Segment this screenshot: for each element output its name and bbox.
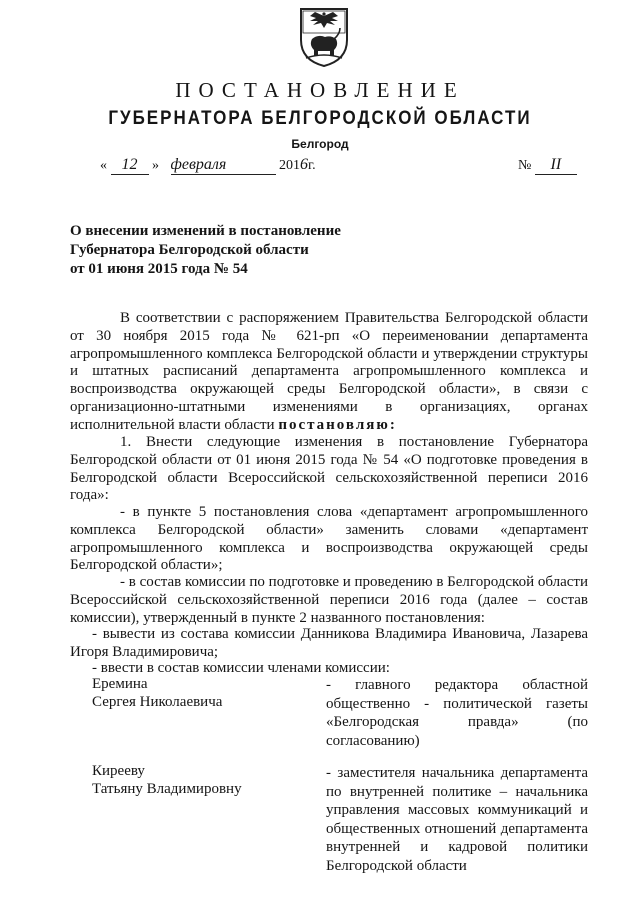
coat-of-arms-icon [298, 6, 350, 68]
item-1a-paragraph: - в пункте 5 постановления слова «департамент агропромышленного комплекса Белгородской области» заменить словами «департамент агропромышленного комплекса и воспроизводства окружающей среды Белгородской области»; [70, 504, 588, 574]
date-year-suffix: 6 [300, 156, 308, 173]
issuer-heading: ГУБЕРНАТОРА БЕЛГОРОДСКОЙ ОБЛАСТИ [108, 106, 532, 129]
document-type-heading: ПОСТАНОВЛЕНИЕ [175, 78, 465, 102]
member-role: - заместителя начальника департамента по внутренней политике – начальника управления массовых коммуникаций и общественных отношений департамента внутренней и кадровой политики Белгородской области [326, 765, 588, 874]
member-surname: Кирееву [92, 763, 145, 779]
preamble-paragraph [70, 310, 588, 435]
member-name [92, 762, 242, 798]
number-label: № [518, 158, 532, 173]
document-number: II [535, 156, 577, 175]
date-close-quote: » [152, 158, 159, 173]
add-members-paragraph: - ввести в состав комиссии членами комиссии: [92, 660, 390, 676]
member-name [92, 675, 222, 711]
date-day: 12 [111, 156, 149, 175]
date-year-unit: г. [308, 158, 316, 173]
member-role: - главного редактора областной общественно - политической газеты «Белгородская правда» (по согласованию) [326, 677, 588, 749]
date-month: февраля [171, 156, 276, 175]
date-line [100, 156, 316, 175]
remove-members-paragraph: - вывести из состава комиссии Данникова Владимира Ивановича, Лазарева Игоря Владимировича; [70, 626, 588, 660]
decree-word: постановляю: [278, 416, 397, 433]
item-1b-paragraph: - в состав комиссии по подготовке и проведению в Белгородской области Всероссийской сельскохозяйственной переписи 2016 года (далее – состав комиссии), утвержденный в пункте 2 названного постановления: [70, 574, 588, 626]
subject-line: Губернатора Белгородской области [70, 242, 309, 258]
subject-block [70, 222, 341, 279]
subject-line: от 01 июня 2015 года № 54 [70, 261, 248, 277]
date-year-prefix: 201 [279, 158, 300, 173]
date-open-quote: « [100, 158, 107, 173]
member-surname: Еремина [92, 676, 148, 692]
number-line [518, 156, 577, 175]
preamble-text: В соответствии с распоряжением Правительства Белгородской области от 30 ноября 2015 года № 621-рп «О переименовании департамента агропромышленного комплекса Белгородской области и утверждении структуры и штатных расписаний департамента агропромышленного комплекса и воспроизводства окружающей среды Белгородской области», в связи с организационно-штатными изменениями в организациях, органах исполнительной власти области [70, 310, 588, 433]
member-given-names: Татьяну Владимировну [92, 781, 242, 797]
item-1-paragraph: 1. Внести следующие изменения в постановление Губернатора Белгородской области от 01 июня 2015 года № 54 «О подготовке проведения в Белгородской области Всероссийской сельскохозяйственной переписи 2016 года»: [70, 434, 588, 504]
city-label: Белгород [291, 137, 349, 151]
subject-line: О внесении изменений в постановление [70, 223, 341, 239]
member-given-names: Сергея Николаевича [92, 694, 223, 710]
